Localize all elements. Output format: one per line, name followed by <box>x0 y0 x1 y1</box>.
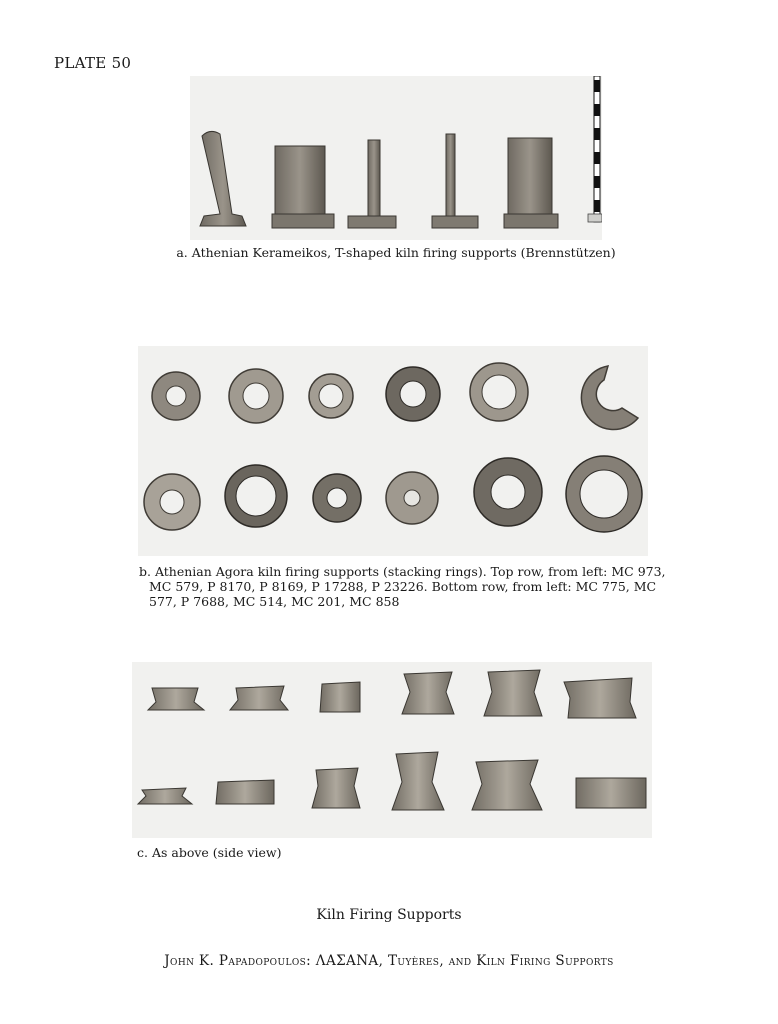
kiln-support-3 <box>348 140 396 228</box>
ring-bottom-row <box>144 456 642 532</box>
kiln-support-2 <box>272 146 334 228</box>
caption-c: c. As above (side view) <box>137 845 282 860</box>
photo-a-t-shaped-supports <box>190 76 602 240</box>
caption-b: b. Athenian Agora kiln firing supports (stacking rings). Top row, from left: MC 973, MC 579, P 8170, P 8169, P 17288, P 23226. Bottom row, from left: MC 775, MC 577, P 7688, MC 514, MC 201, MC 858 <box>139 564 666 609</box>
scale-bar <box>588 76 602 222</box>
ring-top-row <box>152 363 638 430</box>
caption-a: a. Athenian Kerameikos, T-shaped kiln firing supports (Brennstützen) <box>176 245 616 260</box>
kiln-support-5 <box>504 138 558 228</box>
kiln-support-4 <box>432 134 478 228</box>
spool-top-row <box>148 670 636 718</box>
running-footer: John K. Papadopoulos: ΛΑΣΑΝΑ, Tuyères, and Kiln Firing Supports <box>164 953 614 969</box>
plate-number: PLATE 50 <box>54 54 132 72</box>
plate-title: Kiln Firing Supports <box>316 907 462 923</box>
photo-c-rings-side-view <box>132 662 652 838</box>
spool-bottom-row <box>138 752 646 810</box>
kiln-support-1 <box>200 131 246 226</box>
photo-b-stacking-rings <box>138 346 648 556</box>
